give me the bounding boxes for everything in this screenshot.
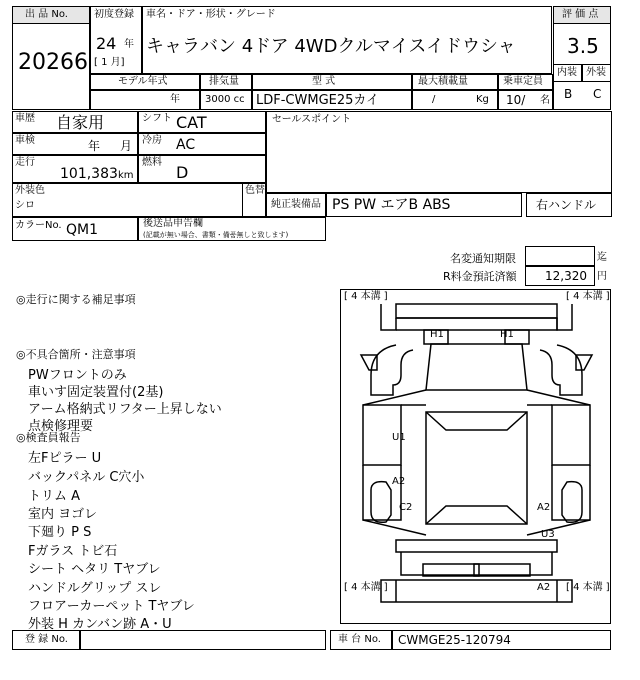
- history-value: 自家用: [56, 113, 105, 132]
- fuel-value: D: [176, 163, 189, 182]
- inspector-item: トリム A: [28, 489, 81, 504]
- lot-number: 20266: [18, 50, 88, 75]
- model-type-value: LDF-CWMGE25カイ: [256, 93, 380, 108]
- registration-month: [ 1 月]: [94, 57, 125, 68]
- tire-front-left-label: [ 4 本溝 ]: [344, 291, 388, 302]
- exterior-color-box: [12, 183, 266, 217]
- ac-label: 冷房: [142, 135, 162, 146]
- car-diagram-drawing: [341, 290, 612, 625]
- exterior-color-label: 外装色: [15, 185, 45, 196]
- defect-item: 車いす固定装置付(2基): [28, 385, 164, 400]
- inspection-month-unit: 月: [120, 139, 133, 153]
- sales-points-label: セールスポイント: [272, 114, 352, 125]
- tire-front-right-label: [ 4 本溝 ]: [566, 291, 610, 302]
- model-year-label: モデル年式: [118, 76, 168, 87]
- damage-mark: A2: [392, 476, 406, 487]
- driving-notes-heading: ◎走行に関する補足事項: [16, 293, 136, 306]
- mileage-unit: km: [118, 170, 134, 181]
- max-load-label: 最大積載量: [418, 76, 468, 87]
- damage-mark: H1: [500, 329, 514, 340]
- registration-number-label: 登 録 No.: [25, 634, 68, 645]
- chassis-number-label: 車 台 No.: [338, 634, 381, 645]
- defect-item: 点検修理要: [28, 419, 94, 434]
- exterior-grade: C: [593, 87, 602, 101]
- aftermarket-note: (記載が無い場合、書類・備품無しと致します): [143, 231, 289, 239]
- inspector-item: 下廻り P S: [28, 525, 92, 540]
- car-name-label: 車名・ドア・形状・グレード: [146, 9, 276, 20]
- aftermarket-label: 後送品申告欄: [143, 218, 203, 229]
- inspector-item: 室内 ヨゴレ: [28, 507, 98, 522]
- interior-grade: B: [564, 87, 573, 101]
- inspector-item: 左Fピラー U: [28, 451, 102, 466]
- exterior-color-value: シロ: [15, 200, 35, 211]
- damage-mark: A2: [537, 582, 551, 593]
- equipment-label: 純正装備品: [271, 199, 321, 210]
- tire-rear-right-label: [ 4 本溝 ]: [566, 582, 610, 593]
- interior-label: 内装: [557, 67, 577, 78]
- inspector-item: シート ヘタリ Tヤブレ: [28, 562, 161, 577]
- fuel-label: 燃料: [142, 157, 162, 168]
- registration-year-unit: 年: [124, 39, 134, 50]
- chassis-number-value: CWMGE25-120794: [398, 633, 511, 647]
- car-diagram: [340, 289, 611, 624]
- color-number-label: カラーNo.: [15, 220, 62, 231]
- steering-value: 右ハンドル: [536, 198, 597, 212]
- lot-number-label: 出 品 No.: [25, 9, 68, 20]
- shift-value: CAT: [176, 113, 207, 132]
- displacement-label: 排気量: [209, 76, 239, 87]
- defect-item: アーム格納式リフター上昇しない: [28, 402, 222, 417]
- damage-mark: U3: [541, 529, 555, 540]
- inspector-item: バックパネル C穴小: [28, 470, 145, 485]
- mileage-value: 101,383: [60, 166, 118, 182]
- recycle-fee-value: 12,320: [545, 269, 587, 283]
- displacement-value: 3000 cc: [205, 94, 245, 105]
- inspector-report-heading: ◎検査員報告: [16, 431, 81, 444]
- model-type-label: 型 式: [312, 76, 336, 87]
- mileage-label: 走行: [15, 157, 35, 168]
- defect-item: PWフロントのみ: [28, 368, 127, 383]
- inspector-item: Fガラス トビ石: [28, 544, 118, 559]
- tire-rear-left-label: [ 4 本溝 ]: [344, 582, 388, 593]
- grade-label: 評 価 点: [562, 9, 599, 20]
- first-registration-label: 初度登録: [94, 9, 134, 20]
- color-number-value: QM1: [66, 222, 99, 238]
- defects-heading: ◎不具合箇所・注意事項: [16, 348, 136, 361]
- capacity-unit: 名: [540, 95, 550, 106]
- name-change-notice-label: 名変通知期限: [450, 252, 516, 265]
- inspection-label: 車検: [15, 135, 35, 146]
- recycle-fee-unit: 円: [597, 271, 607, 282]
- inspector-item: フロアーカーペット Tヤブレ: [28, 599, 195, 614]
- inspection-year-unit: 年: [88, 139, 101, 153]
- damage-mark: A2: [537, 502, 551, 513]
- recycle-fee-label: R料金預託済額: [443, 270, 517, 283]
- damage-mark: U1: [392, 432, 406, 443]
- recolor-divider: [242, 183, 243, 217]
- registration-number-cell: [80, 630, 326, 650]
- shift-label: シフト: [142, 113, 172, 124]
- exterior-label: 外装: [586, 67, 606, 78]
- max-load-unit: Kg: [476, 94, 489, 105]
- max-load-slash: /: [432, 94, 436, 105]
- capacity-label: 乗車定員: [503, 76, 543, 87]
- damage-mark: H1: [430, 329, 444, 340]
- model-year-cell: [90, 90, 200, 110]
- grade-value: 3.5: [567, 34, 599, 58]
- history-label: 車歴: [15, 113, 35, 124]
- name-change-notice-unit: 迄: [597, 252, 607, 263]
- inspector-item: 外装 H カンバン跡 A・U: [28, 617, 172, 632]
- model-year-unit: 年: [170, 94, 180, 105]
- inspector-item: ハンドルグリップ スレ: [28, 581, 162, 596]
- equipment-value: PS PW エアB ABS: [332, 197, 451, 213]
- registration-year: 24: [96, 34, 117, 53]
- ac-value: AC: [176, 137, 196, 153]
- capacity-value: 10/: [506, 93, 526, 107]
- name-change-notice-cell: [525, 246, 595, 266]
- car-name: キャラバン 4ドア 4WDクルマイスイドウシャ: [146, 36, 516, 57]
- damage-mark: C2: [399, 502, 413, 513]
- recolor-label: 色替: [245, 185, 265, 196]
